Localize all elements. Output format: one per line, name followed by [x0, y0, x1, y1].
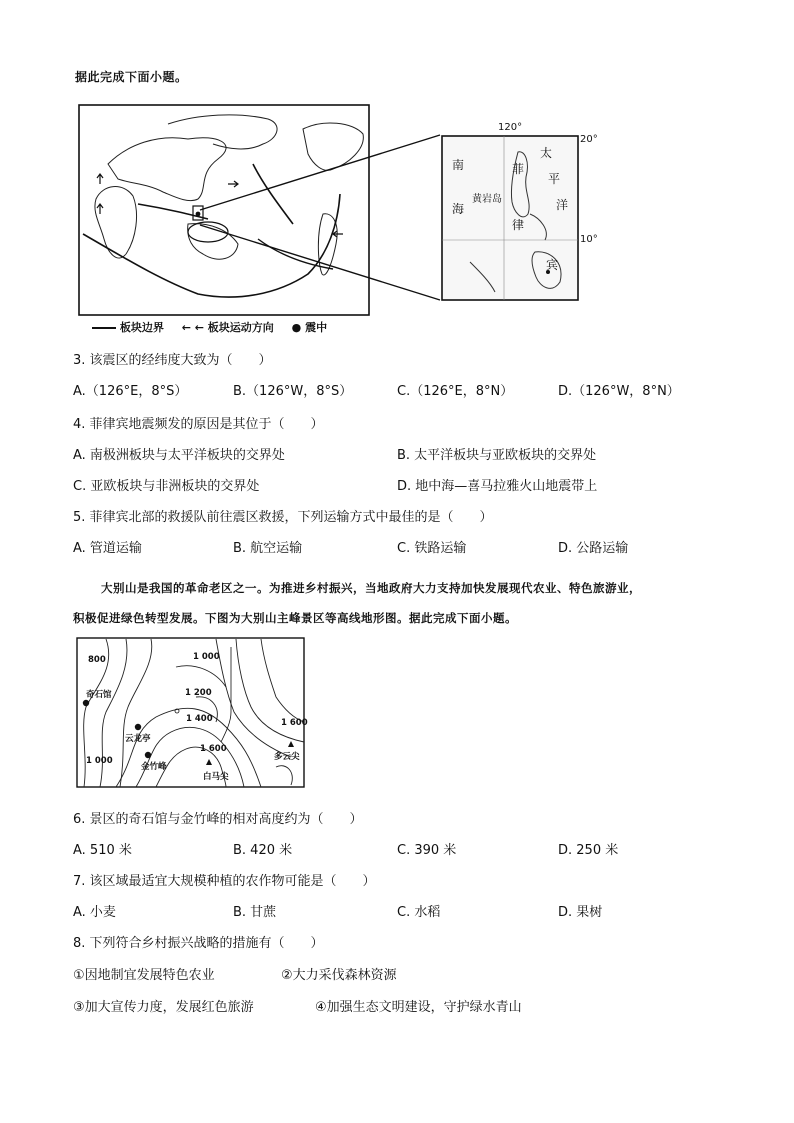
- place-jinzhufeng: 金竹峰: [141, 762, 167, 772]
- q3-option-c: C.（126°E，8°N）: [397, 384, 514, 399]
- place-duoyunjian: 多云尖: [274, 752, 300, 762]
- q8-item-2: ②大力采伐森林资源: [281, 968, 397, 983]
- inset-label-bin: 宾: [546, 258, 559, 272]
- place-baimajian: 白马尖: [203, 772, 229, 782]
- inset-label-huangyan: 黄岩岛: [472, 194, 502, 205]
- contour-label-1600-right: 1 600: [281, 718, 308, 728]
- inset-label-fei: 菲: [512, 162, 525, 176]
- q5-option-c: C. 铁路运输: [397, 541, 467, 556]
- q4-option-c: C. 亚欧板块与非洲板块的交界处: [73, 479, 260, 494]
- q4-option-d: D. 地中海—喜马拉雅火山地震带上: [397, 479, 598, 494]
- q3-stem: 3. 该震区的经纬度大致为（ ）: [73, 353, 272, 368]
- q5-stem: 5. 菲律宾北部的救援队前往震区救援，下列运输方式中最佳的是（ ）: [73, 510, 493, 525]
- contour-label-800: 800: [88, 655, 106, 665]
- inset-lat-mid-label: 10°: [580, 234, 598, 245]
- contour-label-1600-center: 1 600: [200, 744, 227, 754]
- place-qishiguan: 奇石馆: [86, 690, 112, 700]
- q7-option-a: A. 小麦: [73, 905, 116, 920]
- contour-label-1000-top: 1 000: [193, 652, 220, 662]
- inset-label-tai: 太: [540, 146, 553, 160]
- legend-boundary: 板块边界: [119, 321, 164, 334]
- inset-label-yang: 洋: [556, 198, 569, 212]
- q4-option-a: A. 南极洲板块与太平洋板块的交界处: [73, 448, 285, 463]
- contour-label-1200: 1 200: [185, 688, 212, 698]
- q5-option-a: A. 管道运输: [73, 541, 142, 556]
- inset-label-nan: 南: [452, 158, 465, 172]
- epicenter-dot-icon: ●: [291, 321, 302, 334]
- q3-option-b: B.（126°W，8°S）: [233, 384, 353, 399]
- q5-option-b: B. 航空运输: [233, 541, 303, 556]
- inset-label-lv: 律: [512, 218, 525, 232]
- inset-label-hai: 海: [452, 202, 465, 216]
- contour-label-1400: 1 400: [186, 714, 213, 724]
- q6-option-b: B. 420 米: [233, 843, 293, 858]
- legend-motion: 板块运动方向: [207, 321, 274, 334]
- q4-option-b: B. 太平洋板块与亚欧板块的交界处: [397, 448, 597, 463]
- legend-epicenter: 震中: [305, 321, 328, 334]
- q6-option-d: D. 250 米: [558, 843, 619, 858]
- place-yunlongting: 云龙亭: [125, 734, 151, 744]
- q6-option-a: A. 510 米: [73, 843, 132, 858]
- q8-item-3: ③加大宣传力度，发展红色旅游: [73, 1000, 254, 1015]
- q7-option-c: C. 水稻: [397, 905, 441, 920]
- contour-label-1000-left: 1 000: [86, 756, 113, 766]
- q5-option-d: D. 公路运输: [558, 541, 629, 556]
- q7-option-b: B. 甘蔗: [233, 905, 277, 920]
- passage-line-2: 积极促进绿色转型发展。下图为大别山主峰景区等高线地形图。据此完成下面小题。: [73, 611, 517, 625]
- intro-text: 据此完成下面小题。: [75, 70, 188, 84]
- passage-line-1: 大别山是我国的革命老区之一。为推进乡村振兴，当地政府大力支持加快发展现代农业、特色旅游业，: [101, 581, 641, 595]
- q6-stem: 6. 景区的奇石馆与金竹峰的相对高度约为（ ）: [73, 812, 363, 827]
- inset-lat-top-label: 20°: [580, 134, 598, 145]
- q8-item-1: ①因地制宜发展特色农业: [73, 968, 215, 983]
- q7-stem: 7. 该区域最适宜大规模种植的农作物可能是（ ）: [73, 874, 376, 889]
- q3-option-a: A.（126°E，8°S）: [73, 384, 188, 399]
- q4-stem: 4. 菲律宾地震频发的原因是其位于（ ）: [73, 417, 324, 432]
- q3-option-d: D.（126°W，8°N）: [558, 384, 680, 399]
- motion-arrow-icon: ← ←: [181, 321, 204, 334]
- q6-option-c: C. 390 米: [397, 843, 457, 858]
- q8-stem: 8. 下列符合乡村振兴战略的措施有（ ）: [73, 936, 324, 951]
- inset-label-ping: 平: [548, 172, 561, 186]
- zoom-connector-lines: [195, 130, 445, 305]
- q8-item-4: ④加强生态文明建设，守护绿水青山: [315, 1000, 522, 1015]
- q7-option-d: D. 果树: [558, 905, 603, 920]
- boundary-line-icon: [92, 327, 116, 329]
- map-legend: [92, 319, 327, 335]
- inset-lon-label: 120°: [498, 122, 523, 133]
